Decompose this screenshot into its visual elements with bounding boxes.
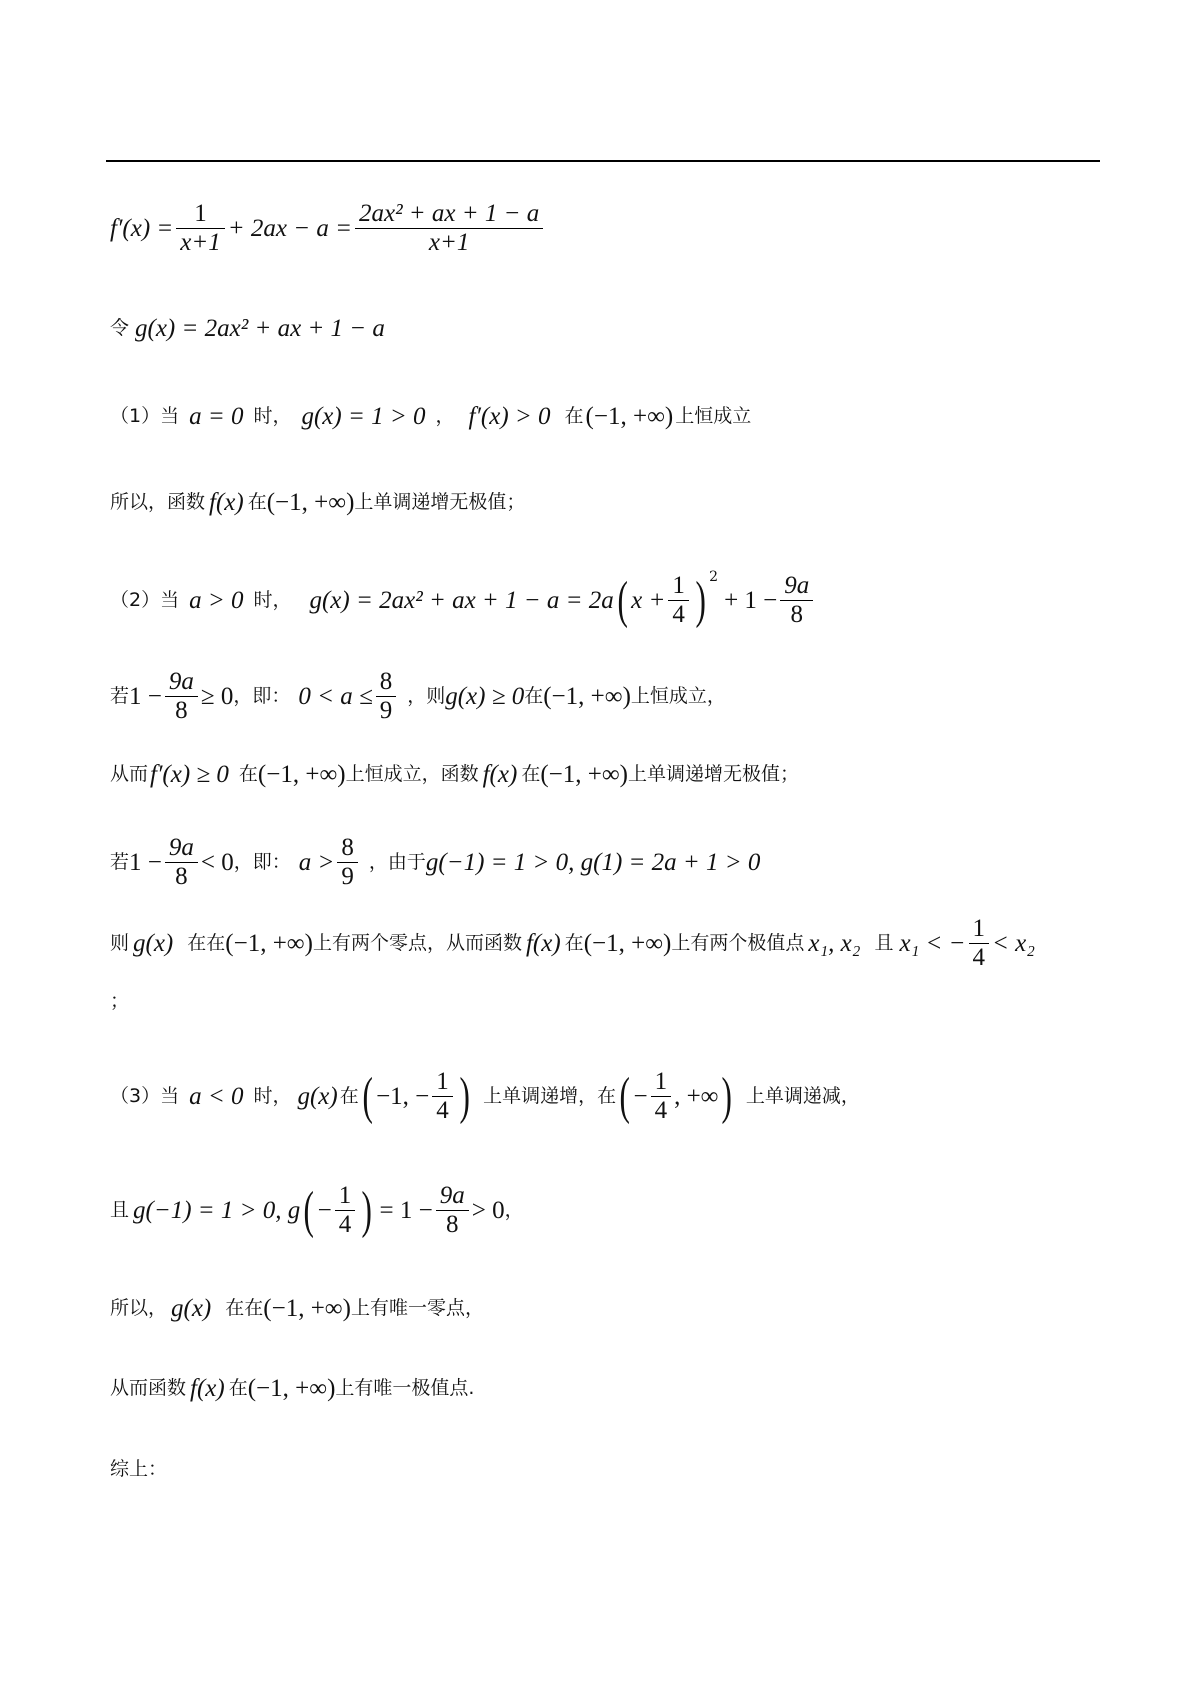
fraction	[969, 915, 990, 972]
numerator: 9a	[168, 668, 194, 695]
math: g(x)	[171, 1295, 212, 1322]
math: (−1, +∞)	[257, 761, 346, 788]
text: 综上：	[110, 1458, 168, 1480]
numerator: 2ax² + ax + 1 − a	[358, 200, 540, 227]
math: a >	[298, 849, 335, 877]
text: 所以，	[110, 1297, 168, 1319]
header-rule	[106, 160, 1100, 162]
math: −	[633, 1083, 648, 1111]
math: g(x) = 1 > 0	[301, 403, 426, 430]
text: 在在	[187, 932, 226, 955]
case-3-line	[110, 1068, 860, 1125]
text: 且	[110, 1199, 130, 1222]
left-paren: (	[362, 1067, 373, 1125]
text: 在	[228, 1377, 248, 1399]
math: g(x) = 2ax² + ax + 1 − a	[135, 315, 385, 342]
math: 1 −	[129, 849, 162, 877]
text: 从而函数	[110, 1377, 187, 1399]
math: (−1, +∞)	[266, 489, 355, 516]
unique-extremum-line	[110, 1376, 474, 1401]
fraction	[780, 572, 813, 629]
math: f(x)	[525, 930, 561, 958]
text: 上有两个零点，从而函数	[312, 932, 522, 955]
text: ；	[110, 990, 130, 1012]
math: f′(x) ≥ 0	[150, 761, 229, 788]
text: 上单调递增无极值；	[354, 491, 526, 513]
text: ，即：	[233, 685, 291, 708]
math: , +∞	[674, 1083, 719, 1111]
denominator: x+1	[180, 228, 221, 256]
text: （1）当	[110, 405, 180, 427]
numerator: 1	[654, 1068, 668, 1095]
summary-line	[110, 1460, 167, 1479]
math: (−1, +∞)	[585, 403, 674, 430]
denominator: 8	[446, 1210, 459, 1238]
text: 在	[339, 1085, 359, 1108]
text: 上单调递增无极值；	[628, 763, 800, 785]
math: 1 −	[129, 683, 162, 711]
semicolon-line	[110, 992, 129, 1011]
text: （2）当	[110, 589, 180, 612]
text: 若	[110, 851, 130, 874]
fraction	[651, 1068, 672, 1125]
numerator: 9a	[439, 1182, 465, 1209]
values-line	[110, 1182, 524, 1239]
math: f′(x) > 0	[468, 403, 551, 430]
math: −1, −	[376, 1083, 430, 1111]
text: （3）当	[110, 1085, 180, 1108]
math: < x₂	[992, 930, 1035, 958]
math: 0 < a ≤	[298, 683, 373, 711]
left-paren: (	[303, 1181, 315, 1239]
numerator: 9a	[168, 834, 194, 861]
text: ，	[504, 1199, 524, 1222]
math: f(x)	[209, 489, 244, 516]
denominator: 4	[436, 1096, 449, 1124]
case-1-line	[110, 404, 751, 429]
text: 在在	[225, 1297, 264, 1319]
math: −	[317, 1197, 332, 1225]
fraction	[165, 834, 198, 891]
formula-mid: + 2ax − a =	[227, 215, 352, 243]
denominator: 4	[338, 1210, 352, 1238]
unique-zero-line	[110, 1296, 484, 1321]
subcase-2b-line	[110, 834, 760, 891]
formula-lhs: f′(x) =	[110, 215, 174, 243]
text: 上恒成立，	[630, 685, 726, 708]
subcase-2a-line	[110, 668, 726, 725]
text: 所以，函数	[110, 491, 206, 513]
text: 上有唯一极值点.	[335, 1377, 475, 1399]
define-g-line	[110, 316, 385, 341]
text: 上单调递减，	[745, 1085, 860, 1108]
text: 上有两个极值点	[671, 932, 805, 955]
text: 时，	[253, 1085, 292, 1108]
math: (−1, +∞)	[225, 930, 313, 958]
zeros-line	[110, 915, 1035, 972]
fraction	[376, 668, 397, 725]
math: g(−1) = 1 > 0, g(1) = 2a + 1 > 0	[425, 849, 761, 877]
text: 在	[564, 405, 584, 427]
denominator: x+1	[428, 228, 470, 256]
math: g(x)	[297, 1083, 338, 1111]
denominator: 8	[790, 600, 804, 628]
math: f(x)	[190, 1375, 225, 1402]
math: f(x)	[482, 761, 518, 788]
left-paren: (	[619, 1067, 630, 1125]
text: 时，	[253, 589, 292, 612]
left-paren: (	[617, 571, 628, 629]
right-paren: )	[459, 1067, 470, 1125]
conclusion-2a-line	[110, 762, 799, 787]
conclusion-1-line	[110, 490, 525, 515]
text: ，由于	[368, 851, 426, 874]
text: 上有唯一零点，	[350, 1297, 484, 1319]
right-paren: )	[361, 1181, 373, 1239]
math: x +	[631, 587, 666, 615]
text: ，则	[407, 685, 446, 708]
math: a = 0	[189, 403, 244, 430]
math: x₁, x₂	[808, 930, 861, 958]
right-paren: )	[695, 571, 706, 629]
math: x₁ < −	[899, 930, 966, 958]
text: 在	[524, 685, 544, 708]
text: ，即：	[233, 851, 291, 874]
text: 令	[110, 317, 130, 339]
math: a < 0	[189, 1083, 244, 1111]
fraction	[355, 200, 543, 257]
fraction	[668, 572, 689, 629]
math: g(x) = 2ax² + ax + 1 − a = 2a	[309, 587, 614, 615]
text: 上恒成立	[675, 405, 752, 427]
text: 在	[521, 763, 541, 785]
math: (−1, +∞)	[583, 930, 672, 958]
math: a > 0	[189, 587, 244, 615]
right-paren: )	[721, 1067, 733, 1125]
derivative-formula	[110, 200, 546, 257]
denominator: 8	[175, 862, 188, 890]
numerator: 8	[341, 834, 354, 861]
math: (−1, +∞)	[540, 761, 628, 788]
numerator: 1	[436, 1068, 449, 1095]
fraction	[337, 834, 358, 891]
math: g(x) ≥ 0	[445, 683, 525, 711]
text: 在	[564, 932, 584, 955]
fraction	[176, 200, 224, 257]
text: ，	[435, 405, 455, 427]
text: 上恒成立，函数	[345, 763, 479, 785]
numerator: 1	[194, 200, 207, 227]
numerator: 9a	[784, 572, 810, 599]
math: (−1, +∞)	[247, 1375, 336, 1402]
math: (−1, +∞)	[263, 1295, 351, 1322]
math: ≥ 0	[200, 683, 234, 711]
fraction	[432, 1068, 453, 1125]
denominator: 4	[654, 1096, 668, 1124]
text: 时，	[253, 405, 292, 427]
math: g(x)	[133, 930, 174, 958]
fraction	[436, 1182, 469, 1239]
denominator: 9	[341, 862, 354, 890]
fraction	[335, 1182, 356, 1239]
denominator: 4	[972, 943, 985, 971]
text: 若	[110, 685, 130, 708]
denominator: 8	[175, 696, 188, 724]
text: 在	[247, 491, 267, 513]
numerator: 8	[379, 668, 393, 695]
numerator: 1	[972, 915, 985, 942]
math: + 1 −	[724, 587, 778, 615]
math: = 1 −	[379, 1197, 433, 1225]
math: < 0	[200, 849, 234, 877]
math: (−1, +∞)	[543, 683, 631, 711]
case-2-line: （2）当 a > 0 时， g(x) = 2ax² + ax + 1 − a = 2a ( x + $\frac{1}{4}$ ) $^2$ + 1 − $\frac{9a}{8}$	[110, 572, 816, 629]
text: 在	[238, 763, 258, 785]
math: g(−1) = 1 > 0, g	[133, 1197, 301, 1225]
denominator: 4	[672, 600, 685, 628]
numerator: 1	[672, 572, 685, 599]
text: 上单调递增，在	[483, 1085, 617, 1108]
denominator: 9	[379, 696, 393, 724]
math: > 0	[471, 1197, 505, 1225]
numerator: 1	[338, 1182, 352, 1209]
text: 从而	[110, 763, 149, 785]
text: 且	[874, 932, 894, 955]
text: 则	[110, 932, 130, 955]
fraction	[165, 668, 198, 725]
